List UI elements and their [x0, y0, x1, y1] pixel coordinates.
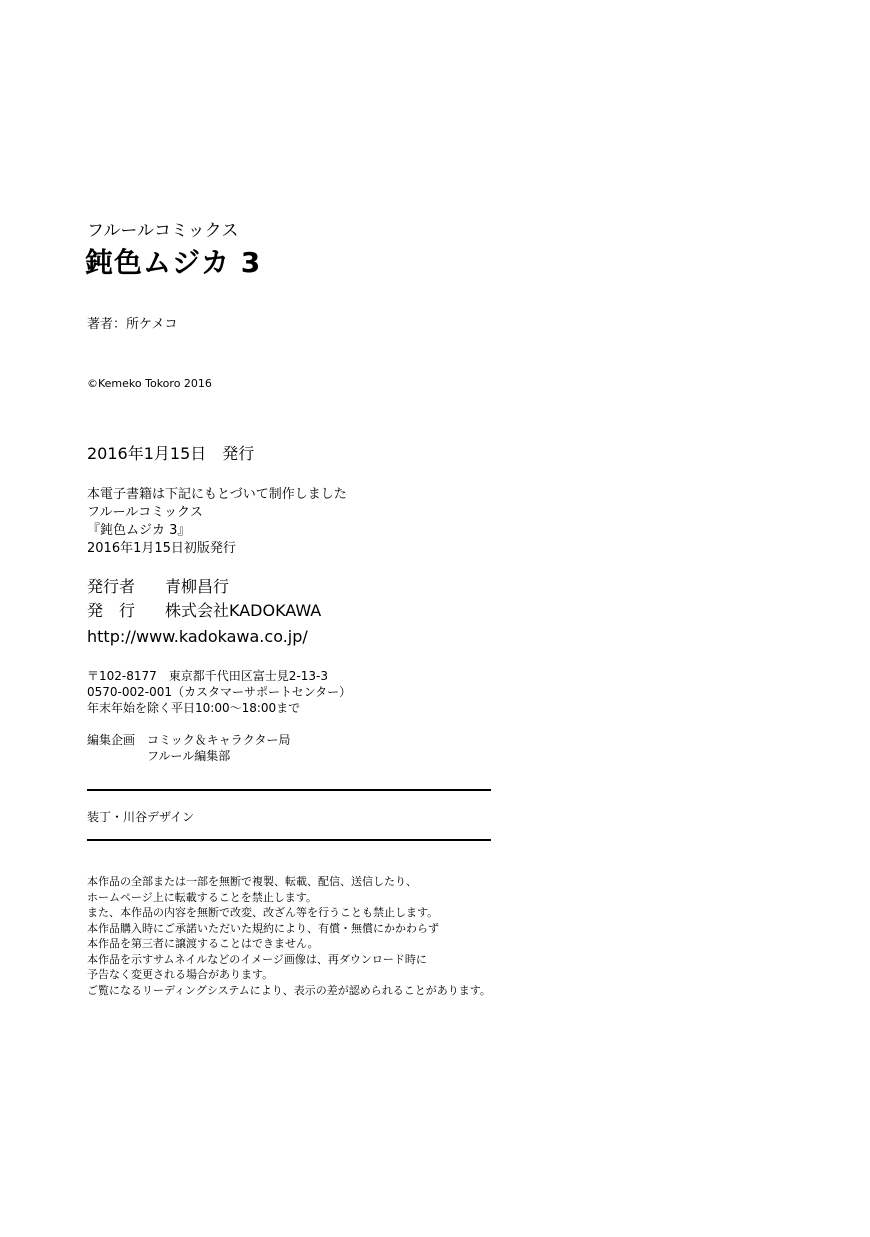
notice-line: また、本作品の内容を無断で改変、改ざん等を行うことも禁止します。	[87, 906, 439, 919]
editorial-row	[87, 732, 291, 748]
notice-line: 本作品を示すサムネイルなどのイメージ画像は、再ダウンロード時に	[87, 952, 427, 966]
book-title: 鈍色ムジカ 3	[85, 246, 262, 279]
source-line: 『鈍色ムジカ 3』	[87, 523, 191, 538]
address-line: 年末年始を除く平日10:00～18:00まで	[87, 701, 301, 715]
issuer-name: 青柳昌行	[165, 577, 230, 596]
notice-line: ホームページ上に転載することを禁止します。	[87, 890, 317, 904]
editorial-label: 編集企画	[87, 733, 136, 747]
notice-line: 本作品購入時にご承諾いただいた規約により、有償・無償にかかわらず	[87, 921, 439, 935]
author-credit: 著者：所ケメコ	[87, 317, 178, 332]
divider-bottom	[87, 839, 491, 841]
divider-top	[87, 789, 491, 791]
source-edition-block	[87, 486, 347, 558]
notice-line: 本作品の全部または一部を無断で複製、転載、配信、送信したり、	[87, 875, 417, 888]
notice-line: ご覧になるリーディングシステムにより、表示の差が認められることがあります。	[87, 983, 491, 997]
publisher-label: 発 行	[87, 601, 136, 620]
publisher-url[interactable]: http://www.kadokawa.co.jp/	[87, 627, 308, 646]
source-line: 2016年1月15日初版発行	[87, 541, 236, 556]
legal-notice-block	[87, 874, 491, 998]
source-line: フルールコミックス	[87, 505, 203, 520]
notice-line: 予告なく変更される場合があります。	[87, 968, 274, 981]
editorial-department: コミック＆キャラクター局	[147, 733, 291, 747]
imprint-label: フルールコミックス	[87, 221, 239, 241]
publication-date: 2016年1月15日 発行	[87, 444, 255, 463]
copyright-notice: ©Kemeko Tokoro 2016	[87, 377, 212, 390]
editorial-block	[87, 732, 291, 764]
issuer-row	[87, 575, 321, 599]
address-line: 〒102-8177 東京都千代田区富士見2-13-3	[87, 669, 328, 683]
publisher-name: 株式会社KADOKAWA	[165, 601, 322, 620]
address-line: 0570-002-001（カスタマーサポートセンター）	[87, 685, 352, 699]
address-block	[87, 668, 351, 716]
publisher-block	[87, 575, 321, 649]
publisher-row	[87, 599, 321, 623]
issuer-label: 発行者	[87, 577, 136, 596]
editorial-division: フルール編集部	[147, 749, 231, 763]
notice-line: 本作品を第三者に譲渡することはできません。	[87, 937, 319, 950]
design-credit: 装丁・川谷デザイン	[87, 810, 195, 824]
source-line: 本電子書籍は下記にもとづいて制作しました	[87, 487, 347, 502]
